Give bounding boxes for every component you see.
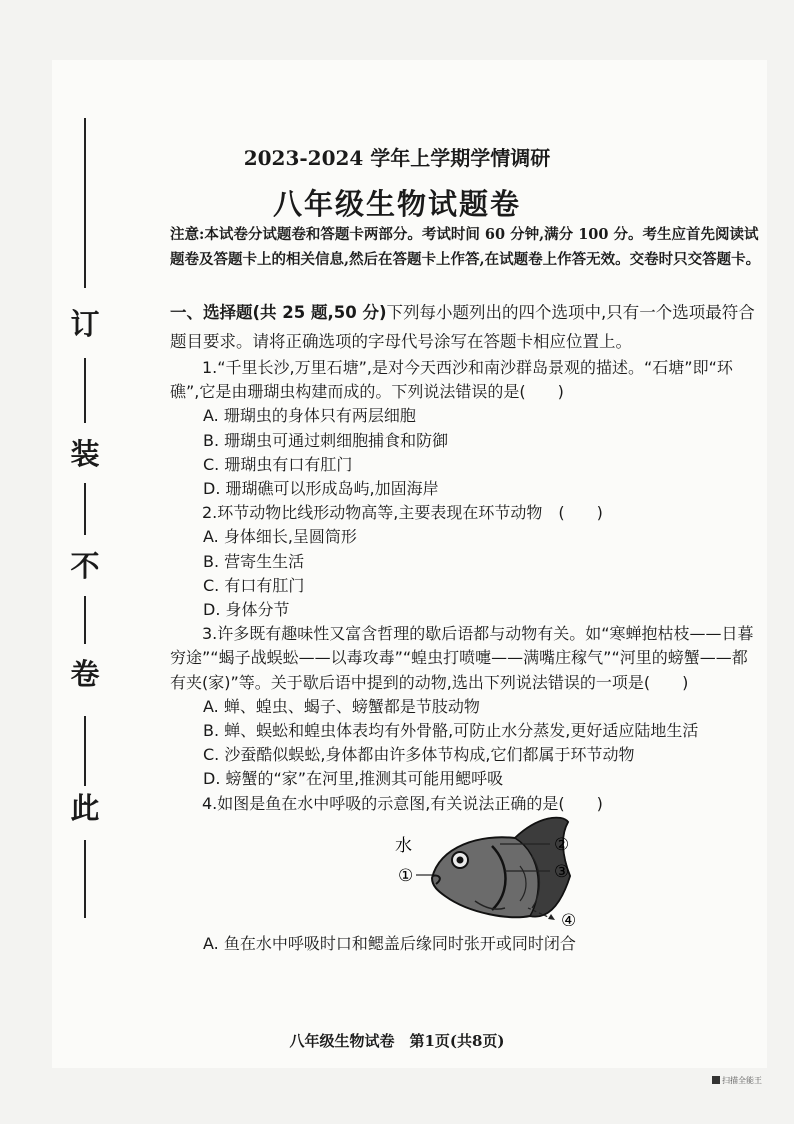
binding-line <box>84 716 86 786</box>
binding-char: 此 <box>70 791 100 825</box>
question-option: D. 珊瑚礁可以形成岛屿,加固海岸 <box>203 479 439 499</box>
binding-line <box>84 596 86 644</box>
question-option: D. 螃蟹的“家”在河里,推测其可能用鳃呼吸 <box>203 769 504 789</box>
question-option: A. 身体细长,呈圆筒形 <box>203 527 357 547</box>
exam-subtitle: 八年级生物试题卷 <box>272 187 521 221</box>
binding-char: 装 <box>70 437 100 471</box>
binding-char: 订 <box>70 307 100 341</box>
question-option: A. 鱼在水中呼吸时口和鳃盖后缘同时张开或同时闭合 <box>203 933 576 953</box>
question-option: A. 珊瑚虫的身体只有两层细胞 <box>203 406 416 426</box>
question-option: D. 身体分节 <box>203 600 290 620</box>
question-option: C. 沙蚕酷似蜈蚣,身体都由许多体节构成,它们都属于环节动物 <box>203 745 635 765</box>
question-stem: 3.许多既有趣味性又富含哲理的歇后语都与动物有关。如“寒蝉抱枯枝——日暮穷途”“蝎子战蜈蚣——以毒攻毒”“蝗虫打喷嚏——满嘴庄稼气”“河里的螃蟹——都有夹(家)”等。关于歇后语中提到的动物,选出下列说法错误的一项是( ) <box>170 624 754 692</box>
question-stem: 2.环节动物比线形动物高等,主要表现在环节动物 ( ) <box>202 503 603 523</box>
fish-diagram <box>170 816 762 926</box>
label-4: ④ <box>561 910 577 926</box>
question-stem: 4.如图是鱼在水中呼吸的示意图,有关说法正确的是( ) <box>202 793 603 813</box>
binding-line <box>84 840 86 918</box>
section-intro: 下列每小题列出的四个选项中,只有一个选项最符合题目要求。请将正确选项的字母代号涂写在答题卡相应位置上。 <box>170 303 755 351</box>
label-3: ③ <box>554 861 570 882</box>
binding-margin <box>60 118 110 918</box>
exam-content <box>170 298 762 956</box>
binding-char: 不 <box>70 549 100 583</box>
water-label: 水 <box>395 835 412 856</box>
page-footer: 八年级生物试卷 第1页(共8页) <box>289 1032 505 1050</box>
label-2: ② <box>554 834 570 855</box>
question-option: C. 珊瑚虫有口有肛门 <box>203 454 353 474</box>
exam-notice: 注意:本试卷分试题卷和答题卡两部分。考试时间 60 分钟,满分 100 分。考生应首先阅读试题卷及答题卡上的相关信息,然后在答题卡上作答,在试题卷上作答无效。交卷时只交答题卡。 <box>170 226 761 268</box>
section-heading: 一、选择题(共 25 题,50 分)下列每小题列出的四个选项中,只有一个选项最符合题目要求。请将正确选项的字母代号涂写在答题卡相应位置上。 <box>170 303 755 351</box>
question-option: C. 有口有肛门 <box>203 575 305 595</box>
question-option: B. 蝉、蜈蚣和蝗虫体表均有外骨骼,可防止水分蒸发,更好适应陆地生活 <box>203 721 699 741</box>
exam-title: 2023-2024 学年上学期学情调研 <box>243 146 551 170</box>
question-option: B. 营寄生生活 <box>203 551 305 571</box>
scanner-watermark: 扫描全能王 <box>712 1075 762 1086</box>
fish-breathing-figure <box>170 816 762 926</box>
binding-line <box>84 483 86 535</box>
label-1: ① <box>398 865 414 886</box>
binding-line <box>84 358 86 423</box>
scanner-logo-icon <box>712 1076 720 1084</box>
question-option: B. 珊瑚虫可通过刺细胞捕食和防御 <box>203 430 449 450</box>
fish-illustration <box>432 818 570 917</box>
binding-char: 卷 <box>70 657 100 691</box>
question-stem: 1.“千里长沙,万里石塘”,是对今天西沙和南沙群岛景观的描述。“石塘”即“环礁”,它是由珊瑚虫构建而成的。下列说法错误的是( ) <box>170 358 733 402</box>
question-option: A. 蝉、蝗虫、蝎子、螃蟹都是节肢动物 <box>203 696 480 716</box>
